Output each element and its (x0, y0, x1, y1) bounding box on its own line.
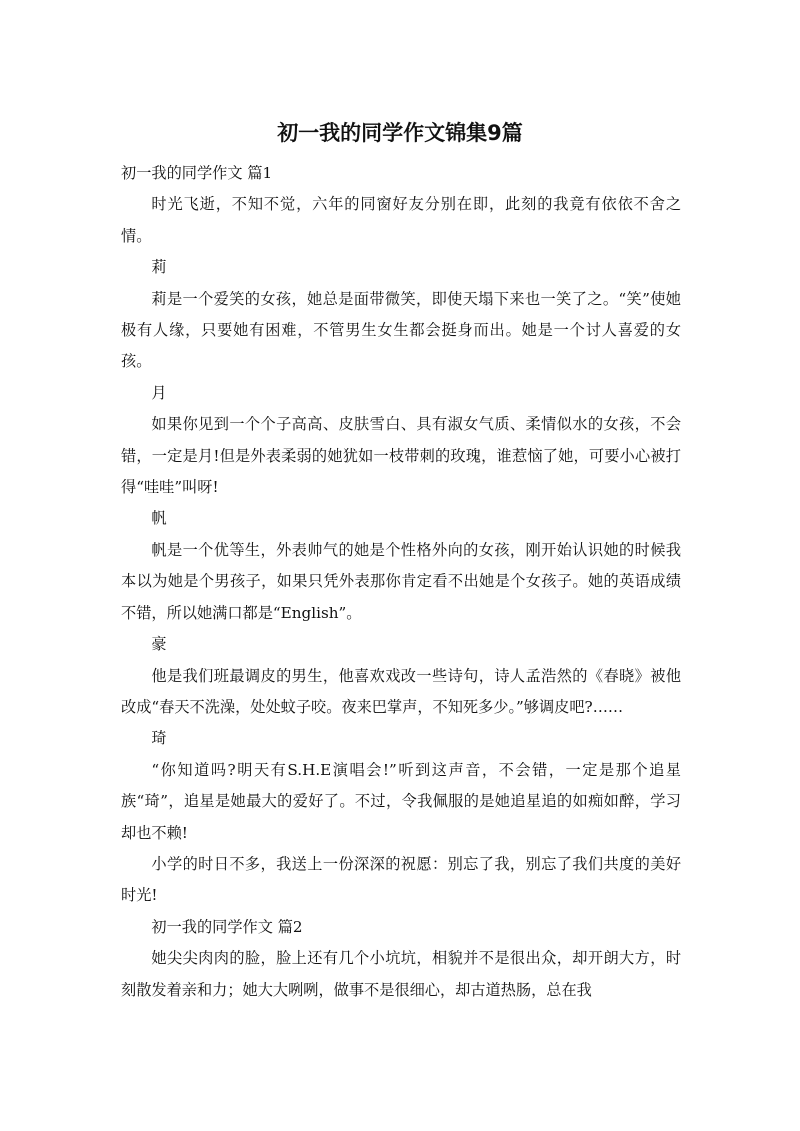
section-heading: 初一我的同学作文 篇1 (121, 164, 273, 182)
document-title: 初一我的同学作文锦集9篇 (277, 121, 523, 145)
name-heading: 豪 (151, 635, 167, 654)
name-heading: 莉 (151, 258, 167, 277)
paragraph: 时光飞逝，不知不觉，六年的同窗好友分别在即，此刻的我竟有依依不舍之情。 (121, 195, 681, 245)
name-heading: 帆 (151, 509, 167, 528)
paragraph: 莉是一个爱笑的女孩，她总是面带微笑，即使天塌下来也一笑了之。“笑”使她极有人缘，只要她有困难，不管男生女生都会挺身而出。她是一个讨人喜爱的女孩。 (121, 289, 681, 371)
document-body (121, 158, 681, 1006)
name-heading: 月 (151, 383, 167, 402)
paragraph: 如果你见到一个个子高高、皮肤雪白、具有淑女气质、柔情似水的女孩，不会错，一定是月!但是外表柔弱的她犹如一枝带刺的玫瑰，谁惹恼了她，可要小心被打得“哇哇”叫呀! (121, 415, 681, 497)
paragraph: 帆是一个优等生，外表帅气的她是个性格外向的女孩，刚开始认识她的时候我本以为她是个男孩子，如果只凭外表那你肯定看不出她是个女孩子。她的英语成绩不错，所以她满口都是“English”。 (121, 540, 681, 622)
paragraph: 她尖尖肉肉的脸，脸上还有几个小坑坑，相貌并不是很出众，却开朗大方，时刻散发着亲和力；她大大咧咧，做事不是很细心，却古道热肠，总在我 (121, 949, 681, 999)
section-heading: 初一我的同学作文 篇2 (151, 917, 303, 936)
paragraph: 小学的时日不多，我送上一份深深的祝愿：别忘了我，别忘了我们共度的美好时光! (121, 854, 681, 905)
paragraph: “你知道吗?明天有S.H.E演唱会!”听到这声音，不会错，一定是那个追星族“琦”，追星是她最大的爱好了。不过，令我佩服的是她追星追的如痴如醉，学习却也不赖! (121, 760, 681, 842)
name-heading: 琦 (151, 729, 167, 748)
paragraph: 他是我们班最调皮的男生，他喜欢戏改一些诗句，诗人孟浩然的《春晓》被他改成“春天不洗澡，处处蚊子咬。夜来巴掌声，不知死多少。”够调皮吧?…… (121, 666, 681, 716)
